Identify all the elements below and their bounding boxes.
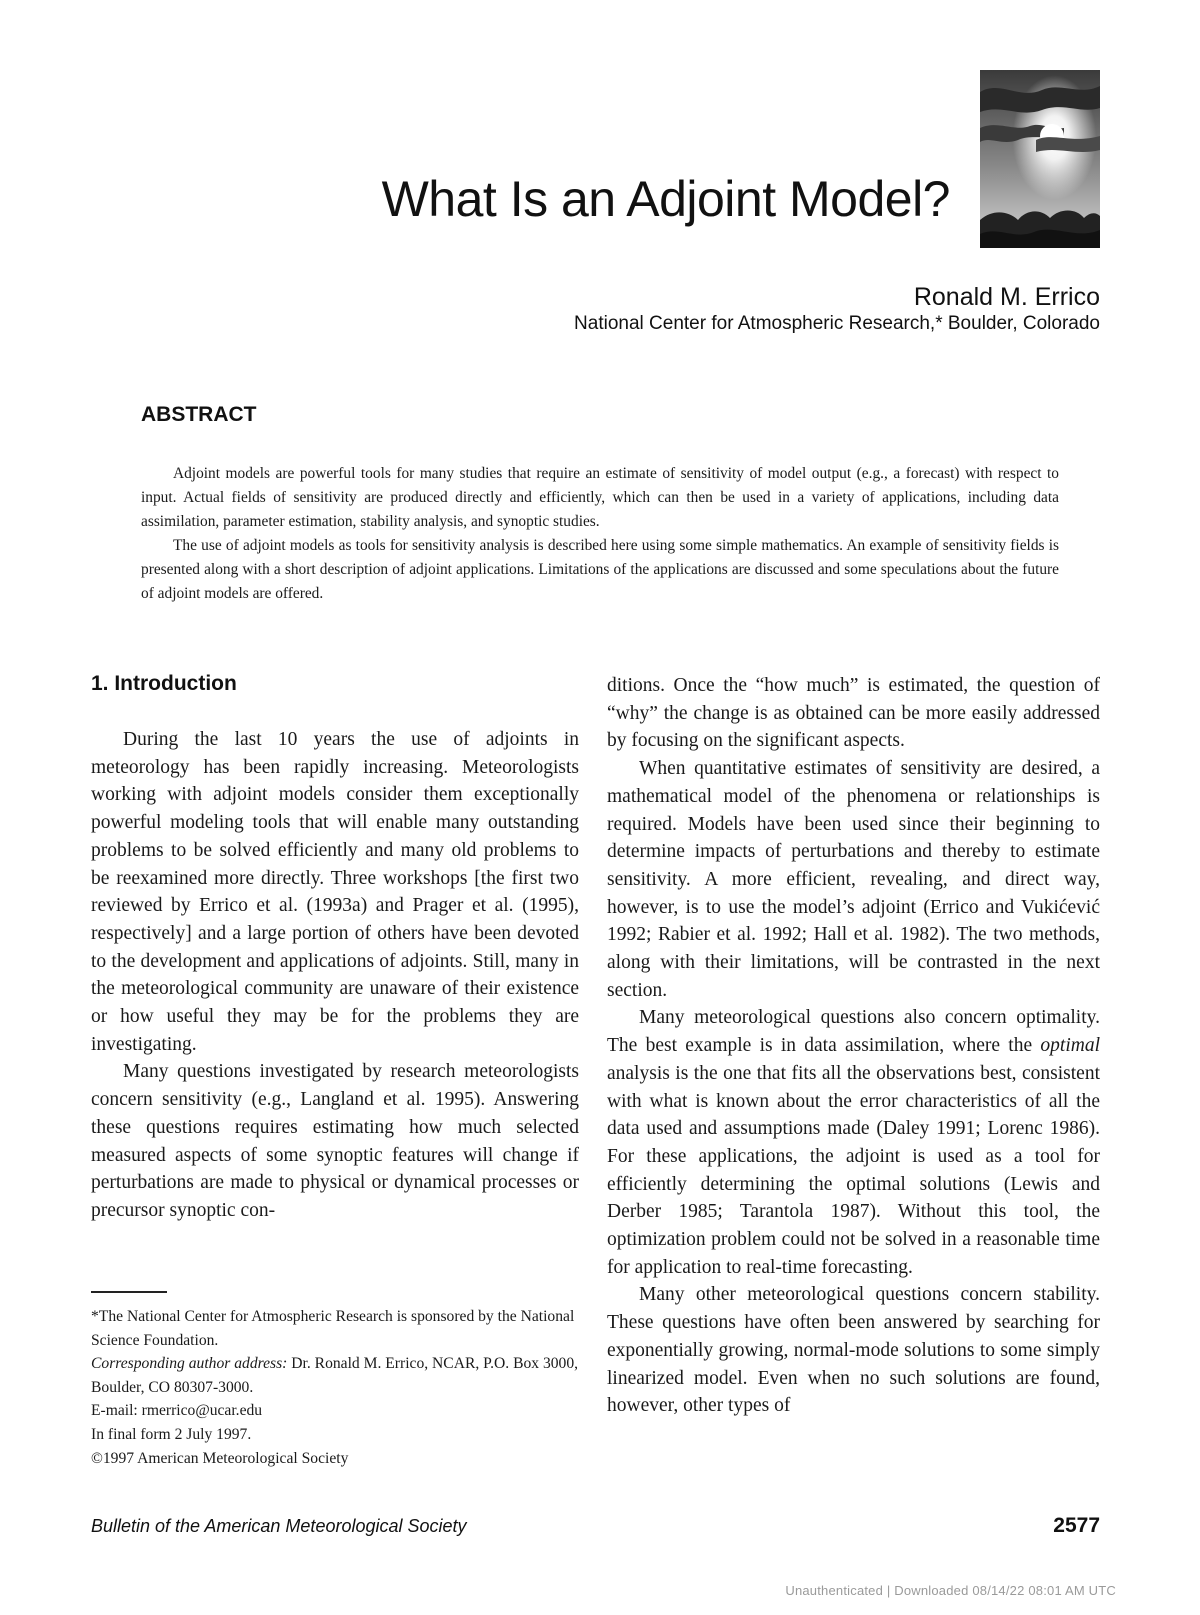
section-heading: 1. Introduction xyxy=(91,672,237,695)
body-paragraph: When quantitative estimates of sensitivity are desired, a mathematical model of the phenomena or relationships is required. Models have been used since their beginning to determine impacts of perturbations and thereby to estimate sensitivity. A more efficient, revealing, and direct way, however, is to use the model’s adjoint (Errico and Vukićević 1992; Rabier et al. 1992; Hall et al. 1982). The two methods, along with their limitations, will be contrasted in the next section. xyxy=(607,758,1100,1001)
footnote-correspondence xyxy=(91,1352,585,1399)
body-paragraph-continued: ditions. Once the “how much” is estimated, the question of “why” the change is as obtained can be more easily addressed by focusing on the significant aspects. xyxy=(607,675,1100,752)
text-run: Many meteorological questions also concern optimality. The best example is in data assimilation, where the xyxy=(607,1007,1100,1057)
right-column xyxy=(607,672,1100,1420)
journal-logo xyxy=(980,70,1100,248)
abstract-paragraph: Adjoint models are powerful tools for many studies that require an estimate of sensitivity of model output (e.g., a forecast) with respect to input. Actual fields of sensitivity are produced directly and efficiently, which can then be used in a variety of applications, including data assimilation, parameter estimation, stability analysis, and synoptic studies. xyxy=(141,465,1059,530)
footnotes xyxy=(91,1305,585,1470)
abstract-body xyxy=(141,462,1059,606)
page-title: What Is an Adjoint Model? xyxy=(381,171,950,227)
body-paragraph: Many questions investigated by research meteorologists concern sensitivity (e.g., Langland et al. 1995). Answering these questions requires estimating how much selected measured aspects of some synoptic features will change if perturbations are made to physical or dynamical processes or precursor synoptic con- xyxy=(91,1061,579,1221)
download-stamp: Unauthenticated | Downloaded 08/14/22 08:01 AM UTC xyxy=(785,1583,1116,1598)
footnote-email: E-mail: rmerrico@ucar.edu xyxy=(91,1402,263,1420)
abstract-heading: ABSTRACT xyxy=(141,403,257,426)
emphasis-text: optimal xyxy=(1040,1035,1100,1057)
footnote-rule xyxy=(91,1291,167,1293)
left-column xyxy=(91,726,579,1225)
body-paragraph xyxy=(607,1004,1100,1281)
footnote-copyright: ©1997 American Meteorological Society xyxy=(91,1449,349,1467)
text-run: analysis is the one that fits all the observations best, consistent with what is known about the error characteristics of all the data used and assumptions made (Daley 1991; Lorenc 1986). For these applications, the adjoint is used as a tool for efficiently determining the optimal solutions (Lewis and Derber 1985; Tarantola 1987). Without this tool, the optimization problem could not be solved in a reasonable time for application to real-time forecasting. xyxy=(607,1062,1100,1278)
body-paragraph: During the last 10 years the use of adjoints in meteorology has been rapidly increasing. Meteorologists working with adjoint models consider them exceptionally powerful modeling tools that will enable many outstanding problems to be solved efficiently and many old problems to be reexamined more directly. Three workshops [the first two reviewed by Errico et al. (1993a) and Prager et al. (1995), respectively] and a large portion of others have been devoted to the development and applications of adjoints. Still, many in the meteorological community are unaware of their existence or how useful they may be for the problems they are investigating. xyxy=(91,729,579,1055)
footnote-address: Dr. Ronald M. Errico, NCAR, P.O. Box 3000, Boulder, CO 80307-3000. xyxy=(91,1355,579,1396)
footnote-sponsor: *The National Center for Atmospheric Research is sponsored by the National Science Foundation. xyxy=(91,1308,575,1349)
body-paragraph: Many other meteorological questions concern stability. These questions have often been answered by searching for exponentially growing, normal-mode solutions to some simply linearized model. Even when no such solutions are found, however, other types of xyxy=(607,1284,1100,1417)
footnote-label: Corresponding author address: xyxy=(91,1355,288,1373)
author-name: Ronald M. Errico xyxy=(913,283,1100,311)
running-footer: Bulletin of the American Meteorological Society xyxy=(91,1516,467,1536)
author-affiliation: National Center for Atmospheric Research,* Boulder, Colorado xyxy=(574,313,1100,334)
abstract-paragraph: The use of adjoint models as tools for sensitivity analysis is described here using some simple mathematics. An example of sensitivity fields is presented along with a short description of adjoint applications. Limitations of the applications are discussed and some speculations about the future of adjoint models are offered. xyxy=(141,537,1059,602)
page-number: 2577 xyxy=(1053,1514,1100,1537)
footnote-final-form: In final form 2 July 1997. xyxy=(91,1425,252,1443)
